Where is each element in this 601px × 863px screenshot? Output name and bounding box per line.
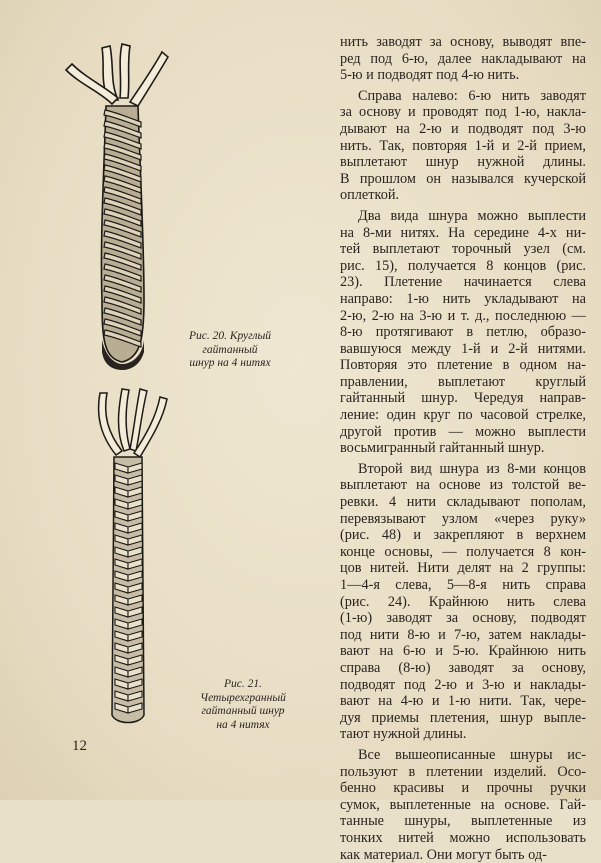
text-line: 2-ю, 2-ю на 3-ю и т. д., последнюю — <box>340 308 586 325</box>
text-line: 8-ю протягивают в петлю, образо- <box>340 324 586 341</box>
text-line: как материал. Они могут быть од- <box>340 847 586 863</box>
text-line: подводят под 2-ю и 3-ю и наклады- <box>340 677 586 694</box>
text-line: за основу и проводят под 1-ю, накла- <box>340 104 586 121</box>
text-line: конце основы, — получается 8 кон- <box>340 544 586 561</box>
text-line: 5-ю и подводят под 4-ю нить. <box>340 67 586 84</box>
caption-line: Рис. 21. <box>183 678 303 692</box>
text-line: танные шнуры, выплетенные из <box>340 813 586 830</box>
text-line: ревки. 4 нити складывают пополам, <box>340 494 586 511</box>
round-braided-cord-illustration <box>60 40 190 370</box>
text-line: В прошлом он назывался кучерской <box>340 171 586 188</box>
text-line: 23). Плетение начинается слева <box>340 274 586 291</box>
caption-line: шнур на 4 нитях <box>170 357 290 371</box>
text-line: другой против — можно выплести <box>340 424 586 441</box>
caption-line: гайтанный <box>170 344 290 358</box>
text-line: восьмигранный гайтанный шнур. <box>340 440 586 457</box>
text-line: оплеткой. <box>340 187 586 204</box>
four-sided-braided-cord-illustration <box>70 385 180 730</box>
text-line: тают нужной длины. <box>340 726 586 743</box>
text-line: выплетают шнур нужной длины. <box>340 154 586 171</box>
text-line: дуя приемы плетения, шнур выпле- <box>340 710 586 727</box>
caption-line: на 4 нитях <box>183 719 303 733</box>
text-line: тей выплетают торочный узел (см. <box>340 241 586 258</box>
text-line: (1-ю) заводят за основу, подводят <box>340 610 586 627</box>
text-line: Все вышеописанные шнуры ис- <box>340 747 586 764</box>
text-line: рис. 15), получается 8 концов (рис. <box>340 258 586 275</box>
text-line: 1—4-я слева, 5—8-я нить справа <box>340 577 586 594</box>
text-line: вают на 4-ю и 1-ю нити. Так, чере- <box>340 693 586 710</box>
text-line: выплетают на основе из толстой ве- <box>340 477 586 494</box>
text-line: (рис. 48) и закрепляют в верхнем <box>340 527 586 544</box>
text-line: тонких нитей можно использовать <box>340 830 586 847</box>
text-line: ление: один круг по часовой стрелке, <box>340 407 586 424</box>
text-line: (рис. 24). Крайнюю нить слева <box>340 594 586 611</box>
text-line: ред под 6-ю, далее накладывают на <box>340 51 586 68</box>
text-line: перевязывают узлом «через руку» <box>340 511 586 528</box>
page-number: 12 <box>72 738 87 755</box>
caption-line: Четырехгранный <box>183 692 303 706</box>
text-line: Справа налево: 6-ю нить заводят <box>340 88 586 105</box>
text-line: сумок, выплетенные на основе. Гай- <box>340 797 586 814</box>
text-line: направо: 1-ю нить укладывают на <box>340 291 586 308</box>
text-line: дывают на 2-ю и подводят под 3-ю <box>340 121 586 138</box>
body-text-column <box>340 34 586 863</box>
text-line: цов нитей. Нити делят на 2 группы: <box>340 560 586 577</box>
figure-21-caption <box>183 678 303 732</box>
text-line: нить. Так, повторяя 1-й и 2-й прием, <box>340 138 586 155</box>
text-line: на 8-ми нитях. На середине 4-х ни- <box>340 225 586 242</box>
figure-20-caption <box>170 330 290 371</box>
text-line: нить заводят за основу, выводят впе- <box>340 34 586 51</box>
text-line: пользуют в плетении изделий. Осо- <box>340 764 586 781</box>
caption-line: Рис. 20. Круглый <box>170 330 290 344</box>
text-line: вают на 6-ю и 5-ю. Крайнюю нить <box>340 643 586 660</box>
text-line: вавшуюся между 1-й и 2-й нитями. <box>340 341 586 358</box>
caption-line: гайтанный шнур <box>183 705 303 719</box>
text-line: Второй вид шнура из 8-ми концов <box>340 461 586 478</box>
text-line: гайтанный шнур. Чередуя направ- <box>340 390 586 407</box>
text-line: правлении, выплетают круглый <box>340 374 586 391</box>
text-line: под нити 8-ю и 7-ю, затем наклады- <box>340 627 586 644</box>
text-line: Два вида шнура можно выплести <box>340 208 586 225</box>
text-line: бенно красивы и прочны ручки <box>340 780 586 797</box>
text-line: справа (8-ю) заводят за основу, <box>340 660 586 677</box>
text-line: Повторяя это плетение в одном на- <box>340 357 586 374</box>
